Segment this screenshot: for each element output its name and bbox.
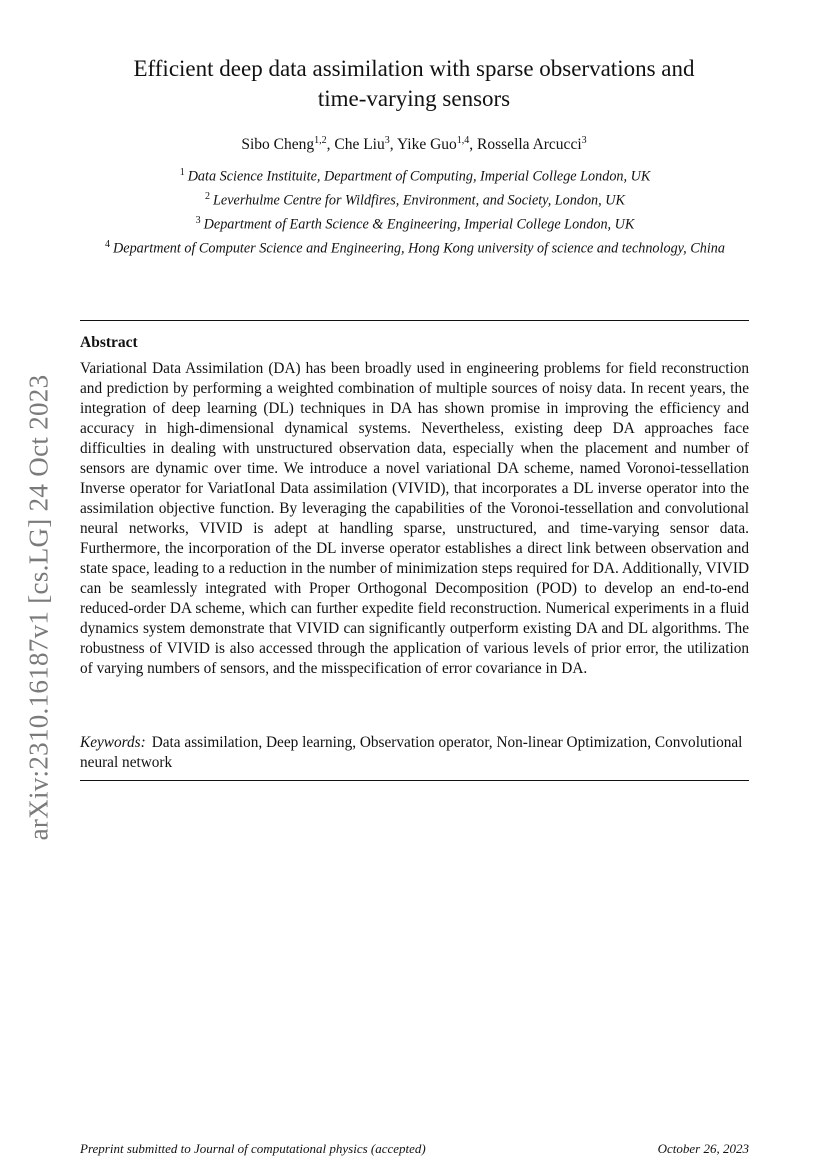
top-rule [80, 320, 749, 321]
title-line-2: time-varying sensors [317, 86, 511, 111]
author [397, 136, 469, 153]
abstract-text: Variational Data Assimilation (DA) has been broadly used in engineering problems for field reconstruction and prediction by performing a weighted combination of multiple sources of noisy data. In recent years, the integration of deep learning (DL) techniques in DA has shown promise in improving the efficiency and accuracy in high-dimensional dynamical systems. Nevertheless, existing deep DA approaches face difficulties in dealing with unstructured observation data, especially when the placement and number of sensors are dynamic over time. We introduce a novel variational DA scheme, named Voronoi-tessellation Inverse operator for VariatIonal Data assimilation (VIVID), that incorporates a DL inverse operator into the assimilation objective function. By leveraging the capabilities of the Voronoi-tessellation and convolutional neural networks, VIVID is adept at handling sparse, unstructured, and time-varying sensor data. Furthermore, the incorporation of the DL inverse operator establishes a direct link between observation and state space, leading to a reduction in the number of minimization steps required for DA. Additionally, VIVID can be seamlessly integrated with Proper Orthogonal Decomposition (POD) to develop an end-to-end reduced-order DA scheme, which can further expedite field reconstruction. Numerical experiments in a fluid dynamics system demonstrate that VIVID can significantly outperform existing DA and DL algorithms. The robustness of VIVID is also accessed through the application of various levels of prior error, the utilization of varying numbers of sensors, and the misspecification of error covariance in DA. [80, 360, 749, 677]
keywords [80, 733, 749, 773]
affiliation-number: 1 [179, 167, 185, 178]
bottom-rule [80, 780, 749, 781]
affiliation [105, 235, 725, 259]
footer-date: October 26, 2023 [657, 1141, 749, 1156]
affiliation-number: 2 [205, 190, 211, 202]
author-affiliation-marker: 1,4 [456, 135, 470, 146]
abstract-heading: Abstract [80, 334, 138, 351]
affiliation [105, 163, 725, 187]
affiliation-text: Data Science Instituite, Department of Computing, Imperial College London, UK [187, 168, 651, 185]
author [241, 136, 326, 153]
affiliation-text: Department of Earth Science & Engineering, Imperial College London, UK [203, 216, 635, 233]
affiliation [105, 211, 725, 235]
author-separator: , [389, 136, 397, 154]
author-affiliation-marker: 1,2 [314, 135, 327, 146]
affiliation-number: 3 [195, 214, 201, 226]
keywords-label: Keywords: [80, 734, 146, 751]
title-line-1: Efficient deep data assimilation with sparse observations and [133, 56, 695, 81]
author-name: Rossella Arcucci [477, 136, 582, 154]
author-name: Che Liu [334, 136, 385, 154]
footer-submission-note: Preprint submitted to Journal of computational physics (accepted) [80, 1141, 426, 1156]
author-list [90, 135, 738, 154]
author-separator: , [326, 136, 335, 154]
arxiv-sidebar [14, 365, 64, 850]
affiliation-number: 4 [105, 238, 111, 250]
author-name: Yike Guo [396, 136, 457, 154]
arxiv-identifier: arXiv:2310.16187v1 [cs.LG] 24 Oct 2023 [23, 374, 54, 841]
author-affiliation-marker: 3 [384, 135, 390, 146]
affiliation-list [105, 163, 725, 259]
affiliation-text: Leverhulme Centre for Wildfires, Environment, and Society, London, UK [213, 192, 625, 209]
author [334, 136, 389, 153]
author [477, 136, 587, 153]
author-name: Sibo Cheng [241, 136, 315, 154]
keywords-text: Data assimilation, Deep learning, Observation operator, Non-linear Optimization, Convolutional neural network [80, 734, 743, 771]
paper-title [90, 54, 738, 114]
author-affiliation-marker: 3 [581, 135, 587, 146]
affiliation [105, 187, 725, 211]
author-separator: , [469, 136, 478, 154]
affiliation-text: Department of Computer Science and Engineering, Hong Kong university of science and technology, China [113, 240, 725, 257]
